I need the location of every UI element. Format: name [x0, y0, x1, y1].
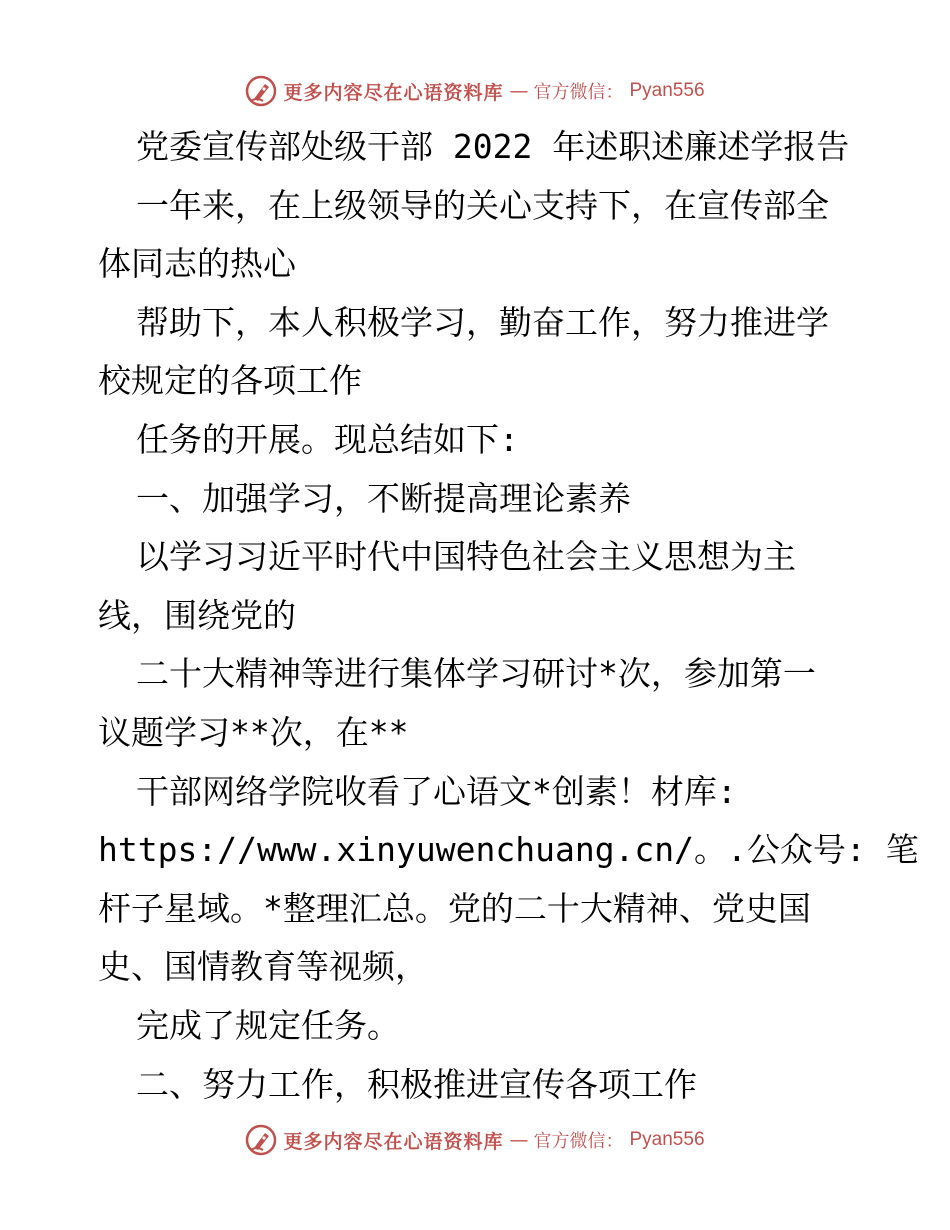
header-banner[interactable]	[0, 74, 950, 108]
banner-wechat-label: 官方微信：	[533, 82, 624, 103]
text-line: 线，围绕党的	[98, 595, 296, 635]
text-line: 帮助下，本人积极学习，勤奋工作，努力推进学	[136, 302, 829, 342]
text-line-url: https://www.xinyuwenchuang.cn/。.公众号: 笔	[98, 830, 919, 870]
text-line: 史、国情教育等视频，	[98, 947, 428, 987]
text-line: 一年来，在上级领导的关心支持下，在宣传部全	[136, 185, 829, 225]
text-line: 任务的开展。现总结如下:	[136, 419, 519, 459]
text-line: 二十大精神等进行集体学习研讨*次，参加第一	[136, 654, 816, 694]
text-line: 议题学习**次，在**	[98, 712, 409, 752]
banner-wechat-id: Pyan556	[629, 1129, 705, 1150]
pen-nib-icon	[245, 1124, 277, 1156]
footer-banner[interactable]	[0, 1123, 950, 1157]
text-line: 杆子星域。*整理汇总。党的二十大精神、党史国	[98, 888, 811, 928]
text-line: 干部网络学院收看了心语文*创素！材库:	[136, 771, 737, 811]
banner-dash: —	[509, 1129, 528, 1151]
section-heading-1: 一、加强学习，不断提高理论素养	[136, 478, 631, 518]
banner-site-name: 更多内容尽在心语资料库	[283, 81, 504, 104]
banner-wechat-label: 官方微信：	[533, 1131, 624, 1152]
pen-nib-icon	[245, 75, 277, 107]
document-title: 党委宣传部处级干部 2022 年述职述廉述学报告	[136, 127, 850, 166]
banner-wechat-id: Pyan556	[629, 80, 705, 101]
section-heading-2: 二、努力工作，积极推进宣传各项工作	[136, 1064, 697, 1104]
banner-content	[245, 1124, 704, 1156]
text-line: 校规定的各项工作	[98, 361, 362, 401]
text-line: 体同志的热心	[98, 244, 296, 284]
banner-site-name: 更多内容尽在心语资料库	[283, 1130, 504, 1153]
banner-content	[245, 75, 704, 107]
document-body	[98, 118, 919, 1114]
text-line: 以学习习近平时代中国特色社会主义思想为主	[136, 537, 796, 577]
text-line: 完成了规定任务。	[136, 1005, 400, 1045]
banner-dash: —	[509, 80, 528, 102]
